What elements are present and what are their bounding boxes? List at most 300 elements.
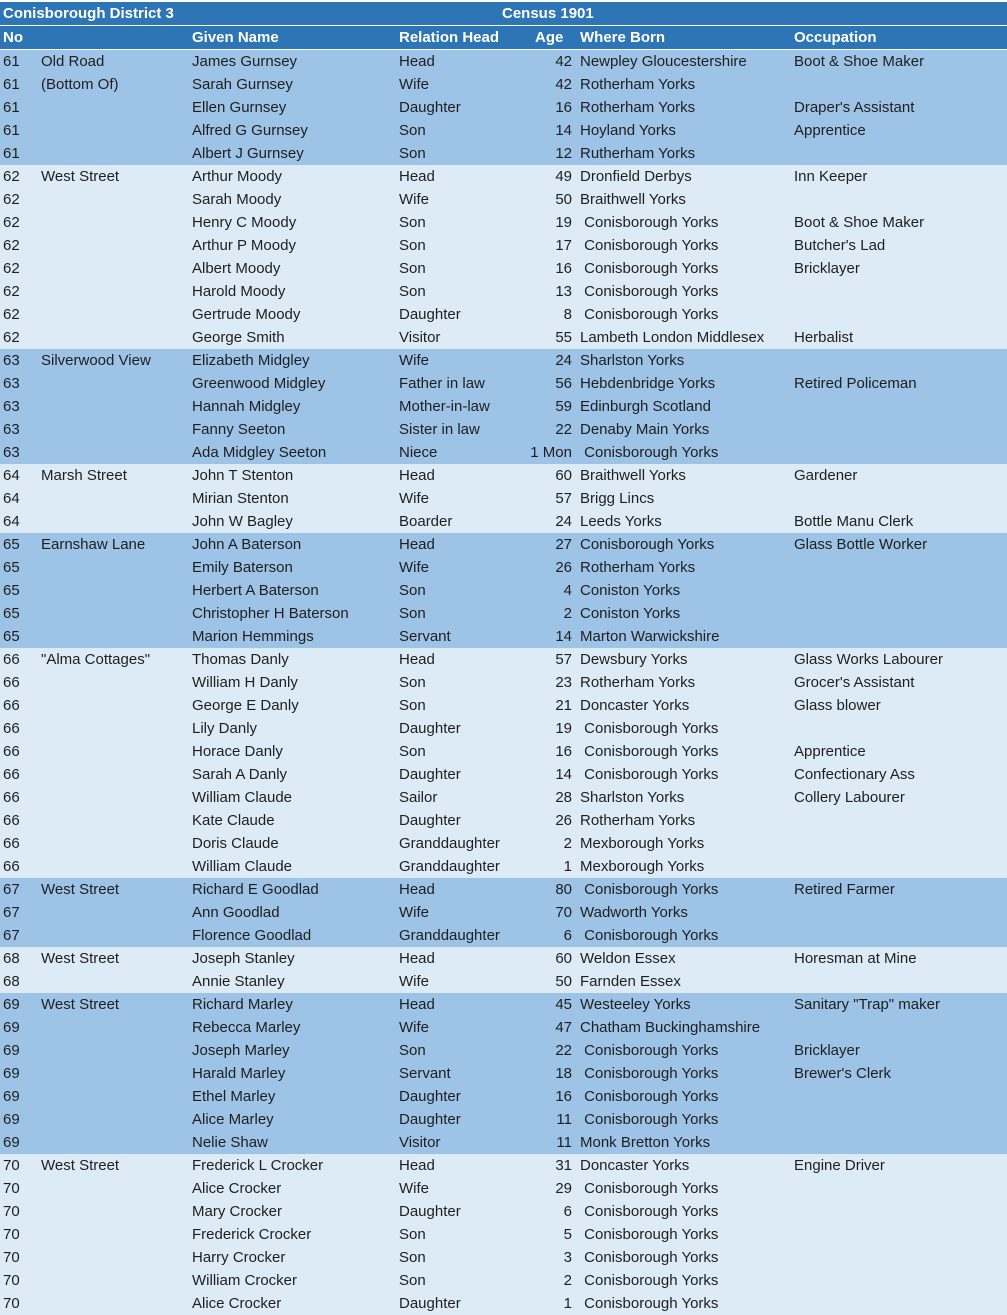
cell-relation: Granddaughter <box>399 927 500 944</box>
cell-relation: Wife <box>399 559 429 576</box>
cell-given-name: Elizabeth Midgley <box>192 352 310 369</box>
cell-where-born: Lambeth London Middlesex <box>580 329 765 346</box>
cell-no: 62 <box>3 191 20 208</box>
table-row <box>0 832 1007 855</box>
cell-where-born: Conisborough Yorks <box>580 1088 719 1105</box>
cell-address <box>41 1062 189 1085</box>
cell-given-name: Hannah Midgley <box>192 398 301 415</box>
cell-age: 60 <box>555 950 572 967</box>
cell-where-born: Conisborough Yorks <box>580 720 719 737</box>
cell-given-name: Ada Midgley Seeton <box>192 444 327 461</box>
cell-age: 3 <box>563 1249 572 1266</box>
cell-no: 62 <box>3 306 20 323</box>
cell-relation: Daughter <box>399 1088 461 1105</box>
cell-occupation: Gardener <box>794 467 858 484</box>
cell-relation: Head <box>399 950 435 967</box>
cell-relation: Son <box>399 145 426 162</box>
cell-no: 70 <box>3 1203 20 1220</box>
cell-address <box>41 694 189 717</box>
cell-occupation <box>794 855 1004 878</box>
cell-occupation <box>794 349 1004 372</box>
cell-age: 22 <box>555 421 572 438</box>
cell-where-born: Conisborough Yorks <box>580 283 719 300</box>
cell-given-name: William Claude <box>192 789 293 806</box>
cell-given-name: Horace Danly <box>192 743 283 760</box>
table-row <box>0 1223 1007 1246</box>
cell-address <box>41 602 189 625</box>
cell-relation: Son <box>399 582 426 599</box>
cell-relation: Visitor <box>399 329 441 346</box>
cell-age: 18 <box>555 1065 572 1082</box>
cell-occupation <box>794 188 1004 211</box>
cell-no: 65 <box>3 582 20 599</box>
cell-relation: Head <box>399 651 435 668</box>
cell-address: Marsh Street <box>41 467 127 484</box>
cell-address <box>41 901 189 924</box>
cell-no: 70 <box>3 1157 20 1174</box>
cell-where-born: Doncaster Yorks <box>580 1157 690 1174</box>
cell-address <box>41 970 189 993</box>
table-row <box>0 1039 1007 1062</box>
cell-relation: Wife <box>399 1019 429 1036</box>
cell-given-name: Florence Goodlad <box>192 927 312 944</box>
cell-occupation: Engine Driver <box>794 1157 885 1174</box>
cell-no: 67 <box>3 881 20 898</box>
cell-occupation: Collery Labourer <box>794 789 905 806</box>
cell-age: 16 <box>555 743 572 760</box>
table-row <box>0 993 1007 1016</box>
cell-address: (Bottom Of) <box>41 76 119 93</box>
column-header-row <box>0 26 1007 49</box>
cell-relation: Head <box>399 536 435 553</box>
cell-where-born: Rotherham Yorks <box>580 674 696 691</box>
cell-where-born: Sharlston Yorks <box>580 352 685 369</box>
table-row <box>0 1154 1007 1177</box>
cell-address <box>41 326 189 349</box>
cell-no: 65 <box>3 536 20 553</box>
cell-address <box>41 510 189 533</box>
cell-occupation: Sanitary "Trap" maker <box>794 996 940 1013</box>
cell-address <box>41 1085 189 1108</box>
cell-occupation: Retired Policeman <box>794 375 917 392</box>
cell-address: West Street <box>41 1157 120 1174</box>
cell-relation: Wife <box>399 76 429 93</box>
cell-age: 47 <box>555 1019 572 1036</box>
cell-given-name: Frederick Crocker <box>192 1226 312 1243</box>
cell-no: 67 <box>3 927 20 944</box>
cell-age: 56 <box>555 375 572 392</box>
cell-address <box>41 717 189 740</box>
cell-relation: Head <box>399 996 435 1013</box>
cell-given-name: Nelie Shaw <box>192 1134 268 1151</box>
cell-age: 5 <box>563 1226 572 1243</box>
cell-where-born: Conisborough Yorks <box>580 1111 719 1128</box>
cell-occupation: Bricklayer <box>794 260 860 277</box>
cell-relation: Wife <box>399 490 429 507</box>
table-row <box>0 625 1007 648</box>
table-row <box>0 441 1007 464</box>
cell-where-born: Westeeley Yorks <box>580 996 691 1013</box>
table-row <box>0 740 1007 763</box>
cell-no: 62 <box>3 168 20 185</box>
cell-occupation <box>794 1292 1004 1315</box>
table-row <box>0 303 1007 326</box>
cell-no: 64 <box>3 513 20 530</box>
cell-occupation: Draper's Assistant <box>794 99 915 116</box>
cell-occupation <box>794 73 1004 96</box>
cell-address <box>41 786 189 809</box>
cell-address: West Street <box>41 950 120 967</box>
cell-age: 8 <box>563 306 572 323</box>
cell-given-name: Thomas Danly <box>192 651 289 668</box>
cell-given-name: Harry Crocker <box>192 1249 286 1266</box>
cell-given-name: William Crocker <box>192 1272 297 1289</box>
cell-age: 19 <box>555 720 572 737</box>
cell-relation: Wife <box>399 1180 429 1197</box>
cell-age: 11 <box>556 1134 572 1151</box>
cell-address <box>41 234 189 257</box>
cell-no: 70 <box>3 1295 20 1312</box>
cell-occupation: Apprentice <box>794 122 866 139</box>
cell-no: 69 <box>3 1088 20 1105</box>
cell-age: 24 <box>555 352 572 369</box>
cell-age: 28 <box>555 789 572 806</box>
header-age: Age <box>535 29 564 46</box>
cell-given-name: John W Bagley <box>192 513 293 530</box>
cell-address <box>41 832 189 855</box>
cell-address <box>41 303 189 326</box>
cell-given-name: Ellen Gurnsey <box>192 99 287 116</box>
cell-occupation <box>794 1200 1004 1223</box>
cell-where-born: Dewsbury Yorks <box>580 651 688 668</box>
table-row <box>0 1016 1007 1039</box>
cell-occupation <box>794 142 1004 165</box>
cell-no: 62 <box>3 237 20 254</box>
cell-address <box>41 1131 189 1154</box>
cell-relation: Daughter <box>399 1111 461 1128</box>
cell-where-born: Marton Warwickshire <box>580 628 720 645</box>
cell-where-born: Coniston Yorks <box>580 582 681 599</box>
cell-given-name: Greenwood Midgley <box>192 375 326 392</box>
cell-address <box>41 579 189 602</box>
cell-address <box>41 257 189 280</box>
cell-age: 22 <box>555 1042 572 1059</box>
cell-where-born: Conisborough Yorks <box>580 1042 719 1059</box>
table-row <box>0 119 1007 142</box>
cell-where-born: Mexborough Yorks <box>580 835 705 852</box>
table-row <box>0 602 1007 625</box>
cell-occupation <box>794 602 1004 625</box>
cell-occupation: Retired Farmer <box>794 881 895 898</box>
cell-relation: Son <box>399 214 426 231</box>
cell-age: 14 <box>555 628 572 645</box>
cell-occupation: Apprentice <box>794 743 866 760</box>
cell-relation: Son <box>399 674 426 691</box>
cell-no: 69 <box>3 1134 20 1151</box>
cell-no: 64 <box>3 490 20 507</box>
cell-where-born: Conisborough Yorks <box>580 1203 719 1220</box>
cell-where-born: Monk Bretton Yorks <box>580 1134 711 1151</box>
cell-age: 57 <box>555 490 572 507</box>
cell-address <box>41 487 189 510</box>
cell-no: 70 <box>3 1226 20 1243</box>
cell-relation: Daughter <box>399 306 461 323</box>
cell-relation: Son <box>399 1042 426 1059</box>
cell-relation: Head <box>399 467 435 484</box>
cell-given-name: Sarah A Danly <box>192 766 288 783</box>
cell-occupation: Glass Bottle Worker <box>794 536 928 553</box>
cell-no: 70 <box>3 1180 20 1197</box>
cell-age: 50 <box>555 973 572 990</box>
cell-given-name: Christopher H Baterson <box>192 605 349 622</box>
table-row <box>0 464 1007 487</box>
cell-occupation <box>794 901 1004 924</box>
cell-no: 66 <box>3 766 20 783</box>
cell-age: 17 <box>555 237 572 254</box>
cell-occupation: Glass blower <box>794 697 881 714</box>
cell-relation: Servant <box>399 1065 451 1082</box>
cell-address: Old Road <box>41 53 105 70</box>
table-row <box>0 694 1007 717</box>
cell-age: 16 <box>555 99 572 116</box>
cell-where-born: Hebdenbridge Yorks <box>580 375 716 392</box>
cell-relation: Head <box>399 168 435 185</box>
cell-occupation <box>794 924 1004 947</box>
cell-no: 63 <box>3 352 20 369</box>
cell-address <box>41 1016 189 1039</box>
cell-occupation: Inn Keeper <box>794 168 868 185</box>
cell-no: 61 <box>3 99 20 116</box>
cell-age: 1 Mon <box>530 444 572 461</box>
cell-occupation: Boot & Shoe Maker <box>794 214 925 231</box>
cell-relation: Son <box>399 283 426 300</box>
cell-where-born: Conisborough Yorks <box>580 1226 719 1243</box>
table-row <box>0 970 1007 993</box>
table-row <box>0 671 1007 694</box>
cell-given-name: Kate Claude <box>192 812 275 829</box>
cell-relation: Father in law <box>399 375 485 392</box>
cell-occupation <box>794 1131 1004 1154</box>
cell-age: 42 <box>555 76 572 93</box>
table-row <box>0 1108 1007 1131</box>
cell-address: Earnshaw Lane <box>41 536 146 553</box>
cell-relation: Head <box>399 881 435 898</box>
cell-no: 65 <box>3 559 20 576</box>
cell-no: 66 <box>3 858 20 875</box>
cell-age: 1 <box>563 1295 572 1312</box>
cell-given-name: Rebecca Marley <box>192 1019 301 1036</box>
cell-age: 42 <box>555 53 572 70</box>
cell-address: Silverwood View <box>41 352 151 369</box>
cell-relation: Granddaughter <box>399 858 500 875</box>
cell-where-born: Conisborough Yorks <box>580 1180 719 1197</box>
cell-occupation <box>794 441 1004 464</box>
table-row <box>0 878 1007 901</box>
cell-occupation: Butcher's Lad <box>794 237 886 254</box>
title-bar <box>0 2 1007 25</box>
cell-age: 80 <box>555 881 572 898</box>
table-row <box>0 1062 1007 1085</box>
cell-no: 69 <box>3 1019 20 1036</box>
cell-where-born: Weldon Essex <box>580 950 676 967</box>
cell-where-born: Conisborough Yorks <box>580 881 719 898</box>
cell-where-born: Braithwell Yorks <box>580 467 686 484</box>
cell-address <box>41 855 189 878</box>
cell-where-born: Conisborough Yorks <box>580 306 719 323</box>
cell-no: 69 <box>3 1111 20 1128</box>
cell-occupation <box>794 487 1004 510</box>
cell-no: 61 <box>3 122 20 139</box>
table-row <box>0 1246 1007 1269</box>
cell-occupation <box>794 1016 1004 1039</box>
cell-age: 11 <box>556 1111 572 1128</box>
cell-address <box>41 1292 189 1315</box>
cell-age: 4 <box>563 582 572 599</box>
cell-where-born: Conisborough Yorks <box>580 743 719 760</box>
cell-given-name: Frederick L Crocker <box>192 1157 324 1174</box>
cell-address: West Street <box>41 881 120 898</box>
cell-given-name: Marion Hemmings <box>192 628 314 645</box>
table-row <box>0 901 1007 924</box>
cell-where-born: Chatham Buckinghamshire <box>580 1019 761 1036</box>
cell-where-born: Farnden Essex <box>580 973 681 990</box>
cell-age: 29 <box>555 1180 572 1197</box>
cell-relation: Head <box>399 53 435 70</box>
cell-no: 66 <box>3 743 20 760</box>
cell-where-born: Conisborough Yorks <box>580 1249 719 1266</box>
cell-relation: Son <box>399 237 426 254</box>
cell-given-name: William Claude <box>192 858 293 875</box>
cell-occupation <box>794 1177 1004 1200</box>
cell-where-born: Sharlston Yorks <box>580 789 685 806</box>
cell-relation: Head <box>399 1157 435 1174</box>
cell-where-born: Coniston Yorks <box>580 605 681 622</box>
cell-where-born: Conisborough Yorks <box>580 237 719 254</box>
cell-given-name: Alice Marley <box>192 1111 274 1128</box>
cell-address <box>41 1246 189 1269</box>
table-row <box>0 280 1007 303</box>
cell-occupation <box>794 1246 1004 1269</box>
cell-relation: Mother-in-law <box>399 398 490 415</box>
cell-no: 62 <box>3 283 20 300</box>
cell-address <box>41 924 189 947</box>
cell-given-name: Albert J Gurnsey <box>192 145 304 162</box>
cell-occupation: Bottle Manu Clerk <box>794 513 914 530</box>
table-row <box>0 1292 1007 1315</box>
cell-occupation <box>794 625 1004 648</box>
cell-address <box>41 188 189 211</box>
cell-where-born: Conisborough Yorks <box>580 1065 719 1082</box>
table-row <box>0 372 1007 395</box>
district-title: Conisborough District 3 <box>3 5 174 22</box>
cell-no: 69 <box>3 1042 20 1059</box>
cell-age: 6 <box>563 1203 572 1220</box>
cell-relation: Son <box>399 697 426 714</box>
cell-where-born: Doncaster Yorks <box>580 697 690 714</box>
table-row <box>0 556 1007 579</box>
cell-no: 70 <box>3 1272 20 1289</box>
table-row <box>0 234 1007 257</box>
cell-no: 65 <box>3 628 20 645</box>
cell-occupation <box>794 809 1004 832</box>
cell-no: 68 <box>3 973 20 990</box>
cell-address <box>41 1108 189 1131</box>
cell-relation: Son <box>399 1226 426 1243</box>
cell-occupation: Glass Works Labourer <box>794 651 943 668</box>
table-row <box>0 786 1007 809</box>
cell-given-name: Arthur P Moody <box>192 237 296 254</box>
cell-address: "Alma Cottages" <box>41 651 151 668</box>
cell-given-name: George E Danly <box>192 697 299 714</box>
table-row <box>0 1269 1007 1292</box>
cell-relation: Wife <box>399 352 429 369</box>
cell-given-name: Richard Marley <box>192 996 293 1013</box>
table-row <box>0 648 1007 671</box>
cell-occupation: Bricklayer <box>794 1042 860 1059</box>
cell-given-name: Doris Claude <box>192 835 279 852</box>
cell-relation: Son <box>399 1272 426 1289</box>
table-row <box>0 50 1007 73</box>
cell-address <box>41 809 189 832</box>
cell-given-name: Ethel Marley <box>192 1088 276 1105</box>
cell-occupation <box>794 970 1004 993</box>
cell-occupation <box>794 1108 1004 1131</box>
cell-given-name: Albert Moody <box>192 260 281 277</box>
cell-no: 62 <box>3 214 20 231</box>
cell-age: 50 <box>555 191 572 208</box>
cell-address <box>41 395 189 418</box>
cell-where-born: Conisborough Yorks <box>580 1295 719 1312</box>
cell-no: 63 <box>3 398 20 415</box>
cell-age: 16 <box>555 260 572 277</box>
cell-relation: Sailor <box>399 789 438 806</box>
cell-occupation: Grocer's Assistant <box>794 674 915 691</box>
cell-no: 66 <box>3 812 20 829</box>
cell-occupation <box>794 280 1004 303</box>
cell-no: 61 <box>3 145 20 162</box>
cell-address <box>41 372 189 395</box>
table-row <box>0 809 1007 832</box>
cell-address <box>41 671 189 694</box>
cell-given-name: James Gurnsey <box>192 53 298 70</box>
cell-age: 31 <box>555 1157 572 1174</box>
cell-address <box>41 763 189 786</box>
cell-given-name: William H Danly <box>192 674 298 691</box>
cell-occupation: Herbalist <box>794 329 854 346</box>
cell-no: 67 <box>3 904 20 921</box>
cell-address <box>41 1223 189 1246</box>
cell-where-born: Edinburgh Scotland <box>580 398 711 415</box>
table-row <box>0 1085 1007 1108</box>
cell-no: 66 <box>3 789 20 806</box>
cell-address <box>41 1269 189 1292</box>
cell-address <box>41 740 189 763</box>
header-relation: Relation Head <box>399 29 500 46</box>
cell-no: 61 <box>3 76 20 93</box>
cell-where-born: Rotherham Yorks <box>580 99 696 116</box>
cell-no: 63 <box>3 421 20 438</box>
cell-no: 62 <box>3 329 20 346</box>
cell-no: 65 <box>3 605 20 622</box>
cell-age: 2 <box>563 605 572 622</box>
cell-relation: Servant <box>399 628 451 645</box>
cell-occupation <box>794 832 1004 855</box>
cell-relation: Daughter <box>399 1295 461 1312</box>
cell-where-born: Rutherham Yorks <box>580 145 696 162</box>
cell-given-name: Harald Marley <box>192 1065 286 1082</box>
cell-occupation <box>794 418 1004 441</box>
table-row <box>0 717 1007 740</box>
